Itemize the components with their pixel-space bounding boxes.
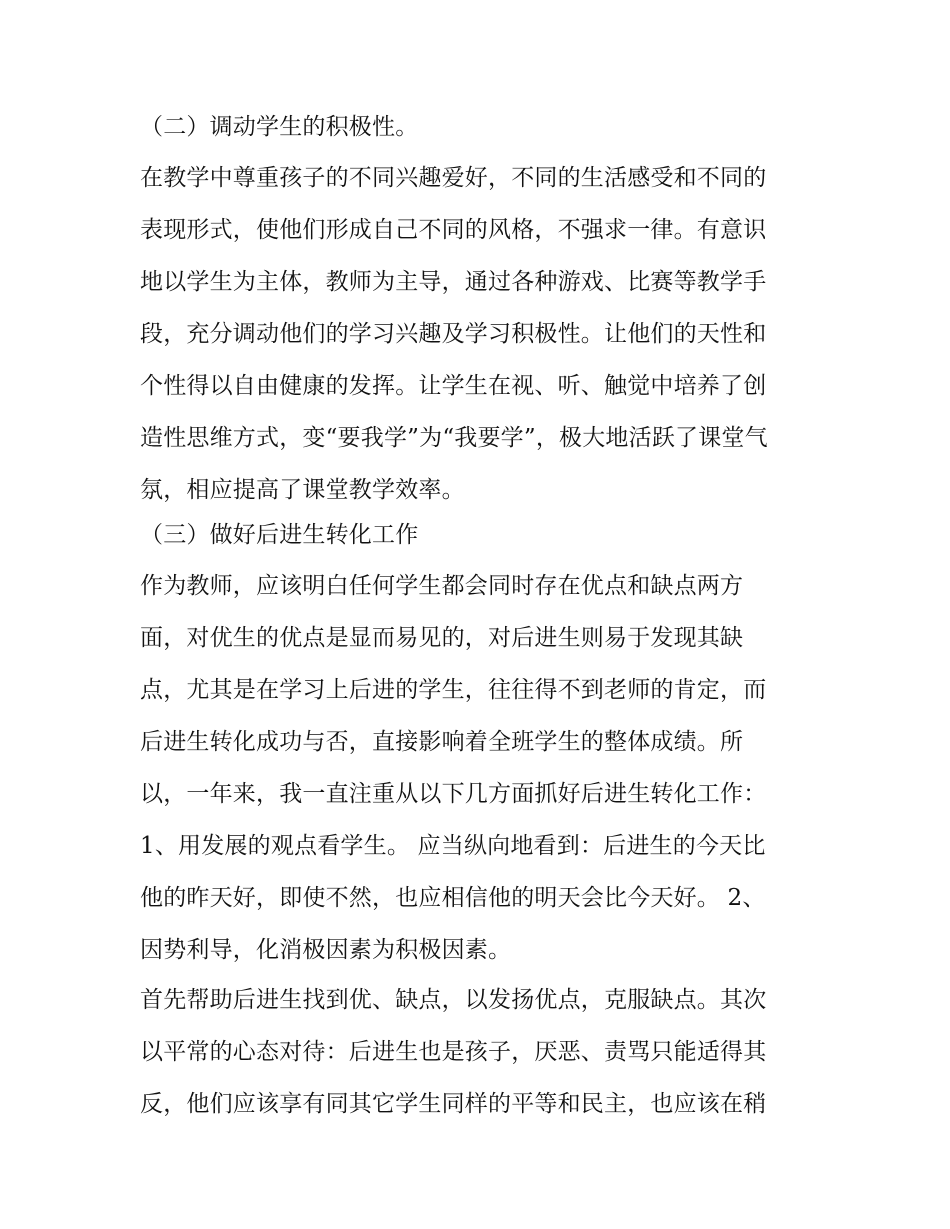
section-heading-3: （三）做好后进生转化工作 [140,522,419,548]
document-body [140,110,820,1124]
paragraph-line: 造性思维方式，变“要我学”为“我要学”，极大地活跃了课堂气 [140,425,768,451]
paragraph-line: 1、用发展的观点看学生。 应当纵向地看到：后进生的今天比 [140,833,766,859]
paragraph-line: 以平常的心态对待：后进生也是孩子，厌恶、责骂只能适得其 [140,1039,767,1065]
paragraph-line: 面，对优生的优点是显而易见的，对后进生则易于发现其缺 [140,625,744,651]
paragraph-line: 段，充分调动他们的学习兴趣及学习积极性。让他们的天性和 [140,321,767,347]
paragraph-line: 以，一年来，我一直注重从以下几方面抓好后进生转化工作： [140,781,767,807]
paragraph-line: 首先帮助后进生找到优、缺点，以发扬优点，克服缺点。其次 [140,987,767,1013]
paragraph-line: 后进生转化成功与否，直接影响着全班学生的整体成绩。所 [140,729,744,755]
paragraph-line: 个性得以自由健康的发挥。让学生在视、听、触觉中培养了创 [140,373,767,399]
paragraph-line: 表现形式，使他们形成自己不同的风格，不强求一律。有意识 [140,217,767,243]
paragraph-line: 反，他们应该享有同其它学生同样的平等和民主，也应该在稍 [140,1091,767,1117]
paragraph-line: 他的昨天好，即使不然，也应相信他的明天会比今天好。 2、 [140,885,766,911]
paragraph-line: 点，尤其是在学习上后进的学生，往往得不到老师的肯定，而 [140,677,767,703]
section-heading-2: （二）调动学生的积极性。 [140,114,419,140]
paragraph-line: 地以学生为主体，教师为主导，通过各种游戏、比赛等教学手 [140,269,767,295]
paragraph-line: 氛，相应提高了课堂教学效率。 [140,477,465,503]
paragraph-line: 因势利导，化消极因素为积极因素。 [140,937,512,963]
paragraph-line: 在教学中尊重孩子的不同兴趣爱好，不同的生活感受和不同的 [140,165,767,191]
paragraph-line: 作为教师，应该明白任何学生都会同时存在优点和缺点两方 [140,573,744,599]
